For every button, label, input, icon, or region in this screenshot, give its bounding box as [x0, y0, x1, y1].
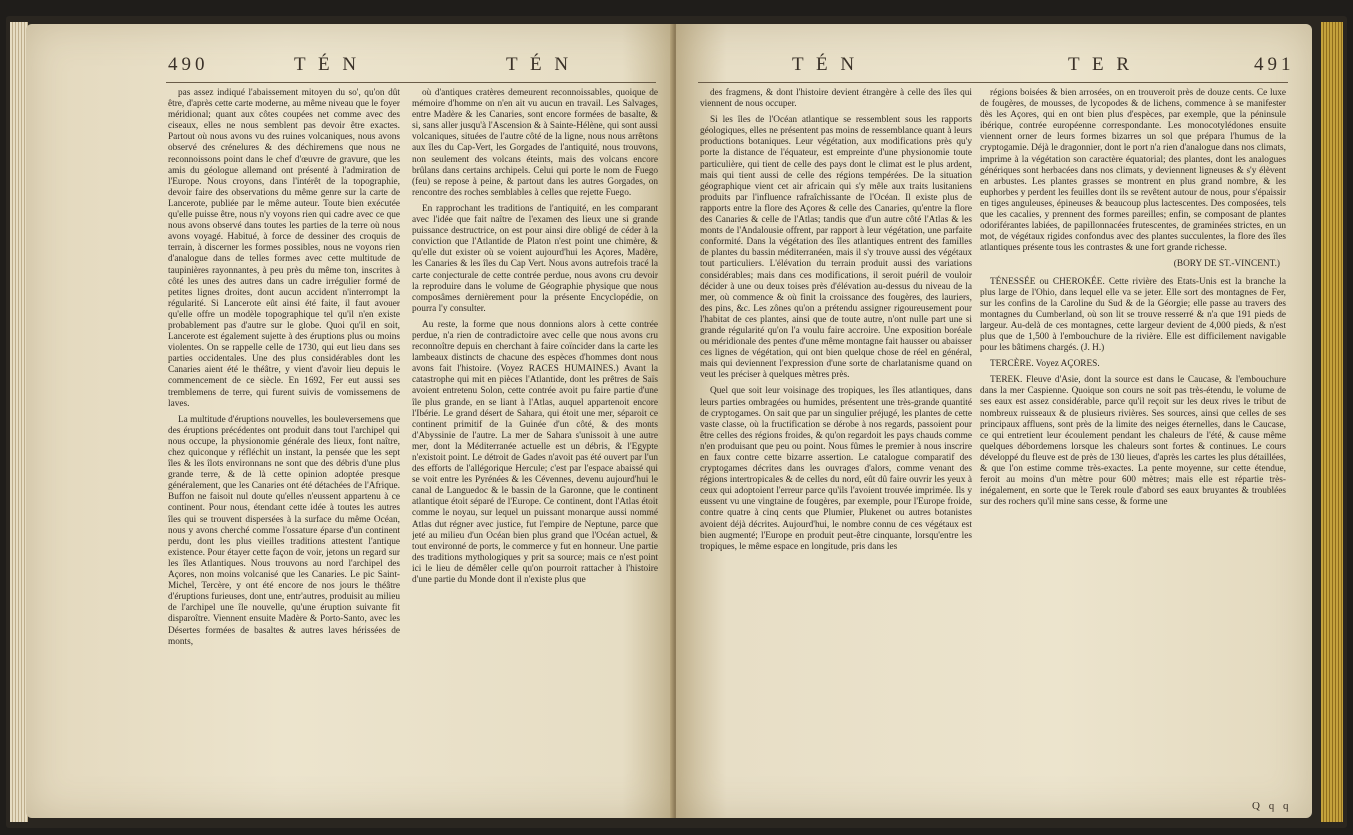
right-page-stack — [1321, 22, 1343, 822]
running-head-left-col2: T É N — [506, 54, 573, 75]
entry-tenessee: TÉNESSÉE ou CHEROKÉE. Cette rivière des Etats-Unis est la branche la plus large de l'Ohio, dans lequel elle va se jeter. Elle sort des montagnes de Fer, sur les confins de la Caroline du Sud & de la Géorgie; elle passe au travers des montagnes du Cumberland, où son lit se trouve resserré & n'a que 191 pieds de largeur. Au-delà de ces montagnes, cette largeur devient de 4,000 pieds, & n'est plus que de 1,500 à l'embouchure de la rivière. Elle est difficilement navigable pour les bâtimens chargés. (J. H.) — [980, 276, 1286, 354]
left-page-column-2 — [412, 88, 658, 796]
paragraph: régions boisées & bien arrosées, on en trouveroit près de douze cents. Ce luxe de fougères, de mousses, de lycopodes & de lichens, commence à se manifester dès les Açores, qui en ont bien plus d'espèces, par exemple, que la péninsule ibérique, contrée européenne correspondante. Les monocotylédones ensuite viennent orner de leurs formes bizarres un sol que prépara l'humus de la cryptogamie. Déjà le dragonnier, dont le port n'a rien d'analogue dans nos climats, imprime à la végétation son caractère équatorial; des plantes, dont les analogues génériques sont herbacées dans nos climats, y deviennent ligneuses & s'y élèvent en arbustes. Les plantes grasses se montrent en plus grand nombre, & les euphorbes y perdent les feuilles dont ils se revêtent autour de nous, pour s'épaissir en tiges anguleuses, épineuses & beaucoup plus lactescentes. Des composées, tels que les cacalies, y prennent des formes pareilles; enfin, se composant de plantes odoriférantes labiées, de papillonnacées frutescentes, de graminées strictes, en un mot, de végétaux rigides confondus avec des plantes succulentes, la flore des îles atlantiques présente tous les contrastes & une fort grande richesse. — [980, 88, 1286, 254]
running-head-right-col1: T É N — [792, 54, 859, 75]
paragraph: Si les îles de l'Océan atlantique se ressemblent sous les rapports géologiques, elles ne présentent pas moins de ressemblance quant à leurs productions botaniques. Leur végétation, aux modifications près qu'y porte la distance de l'équateur, est empreinte d'une physionomie toute particulière, qui tient de celle des pays dont le climat est le plus ardent, mais qui tient aussi de celle des régions tempérées. De la situation géographique vient cet air africain qui s'y mêle aux traits lusitaniens produits par l'influence rafraîchissante de l'Océan. Il existe plus de rapports entre la flore des Açores & celle des Canaries, qu'entre la flore des Canaries & celle de l'Atlas; tandis que d'un autre côté l'Atlas & les monts de l'Andalousie offrent, par rapport à leur végétation, une parfaite conformité. Dans la végétation des îles atlantiques entrent des familles de plantes du bassin méditerranéen, mais il s'y trouve aussi des végétaux tout particuliers. L'élévation du terrain produit aussi des variations considérables; mais dans ces modifications, il seroit puéril de vouloir décider à une ou deux toises près d'élévation au-dessus du niveau de la mer, où commence & où finit la croissance des fougères, des lauriers, des pins, &c. Les zônes qu'on a prétendu assigner rigoureusement pour l'habitat de ces plantes, ainsi que de toute autre, n'ont nulle part une si grande régularité qu'on l'a voulu faire accroire. Une exposition boréale ou méridionale des pentes d'une même montagne fait hausser ou abaisser ces lignes de végétation, qui ont bien quelque chose de réel en général, mais qui deviennent l'expression d'une sorte de charlatanisme quand on veut les préciser à quelques mètres près. — [700, 115, 972, 381]
signature-mark: Q q q — [1252, 800, 1292, 812]
paragraph: pas assez indiqué l'abaissement mitoyen du so', qu'on dût être, d'après cette carte moderne, au même niveau que le foyer méridional; quant aux côtes coupées net comme avec des ciseaux, elles ne nous semblent pas devoir être exactes. Partout où nous avons vu des ruines volcaniques, nous avons observé des crénelures & des déchiremens que nous ne reconnoissons point dans le chef d'œuvre de gravure, que les amis du géologue allemand ont présenté à l'admiration de l'Europe. Nous croyons, dans l'intérêt de la topographie, devoir faire des observations du même genre sur la carte de Lancerote, publiée par le même auteur. Toute bien exécutée qu'elle puisse être, nous n'y voyons rien qui cadre avec ce que nous avons observé dans toutes les parties de la terre où nous avons voyagé. Habitué, à force de dessiner des croquis de terrain, à discerner les formes possibles, nous ne voyons rien d'analogue dans de telles formes avec cette multitude de taupinières rayonnantes, à peu près du même ton, inscrites à côté les unes des autres dans un cadre irrégulier formé de petites lignes droites, dont aucun accident n'interrompt la régularité. Si Lancerote eût ainsi été faite, il faut avouer qu'elle offre un modèle topographique tel qu'il n'en existe probablement pas d'autre sur le globe. Quoi qu'il en soit, Lancerote est également sujette à des éruptions plus ou moins violentes. On se rappelle celle de 1730, qui eut lieu dans ses parties occidentales. Une des plus considérables dont les Canaries aient été le théâtre, y vient d'avoir lieu depuis le commencement de ce siècle. En 1692, Fer eut aussi ses tremblemens de terre, qui furent suivis de vomissemens de laves. — [168, 88, 400, 409]
right-page — [676, 24, 1312, 818]
left-page — [26, 24, 674, 818]
paragraph: En rapprochant les traditions de l'antiquité, en les comparant avec l'idée que fait naître de l'examen des lieux une si grande puissance destructrice, on est pour ainsi dire obligé de céder à la conviction que l'Atlantide de Platon n'est point une chimère, & qu'elle dut exister où se voient aujourd'hui les Açores, Madère, les Canaries & les îles du Cap Vert. Nous avons autrefois tracé la carte conjecturale de cette contrée perdue, nous avons cru devoir la reproduire dans le volume de Géographie physique que nous composâmes dernièrement pour la présente Encyclopédie, on pourra l'y consulter. — [412, 203, 658, 314]
running-head-left-col1: T É N — [294, 54, 361, 75]
paragraph: Quel que soit leur voisinage des tropiques, les îles atlantiques, dans leurs parties ombragées ou humides, présentent une très-grande quantité de cryptogames. On sait que par un singulier préjugé, les plantes de cette vaste classe, où la fructification se dérobe à nos regards, passoient pour être celles des régions froides, & qu'on regardoit les pays chauds comme n'en produisant que peu ou point. Nous fûmes le premier à nous inscrire en faux contre cette bizarre assertion. Le catalogue comparatif des cryptogames décrites dans les ouvrages d'alors, comme venant des régions intertropicales & de celles du nord, eût dû faire ouvrir les yeux à ceux qui adoptoient l'erreur parce qu'ils l'avoient trouvée imprimée. Ils y eussent vu une vingtaine de fougères, par exemple, pour l'Europe froide, contre quatre à cinq cents que Plumier, Plukenet ou autres botanistes avoient déjà décrites. Aujourd'hui, le nombre connu de ces végétaux est bien augmenté; l'Europe en produit peut-être cinquante, lorsqu'entre les tropiques, le même espace en longitude, pris dans les — [700, 386, 972, 552]
right-page-column-1 — [700, 88, 972, 796]
paragraph: où d'antiques cratères demeurent reconnoissables, quoique de mémoire d'homme on n'en ait vu aucun en travail. Les Salvages, entre Madère & les Canaries, sont encore formées de basalte, & si, sans aller jusqu'à l'Ascension & à Sainte-Hélène, qui sont aussi volcaniques, situées de l'autre côté de la ligne, nous nous arrêtons aux îles du Cap-Vert, les Gorgades de l'antiquité, nous trouvons, non seulement des volcans éteints, mais des volcans encore brûlans dans certains archipels. Celui qui porte le nom de Fuego (feu) se repose à peine, & partout dans les autres Gorgades, on rencontre des roches semblables à celles que rejette Fuego. — [412, 88, 658, 198]
entry-tercere: TERCÈRE. Voyez AÇORES. — [990, 359, 1100, 370]
left-page-column-1 — [168, 88, 400, 796]
head-rule-right — [698, 82, 1288, 83]
page-number-right: 491 — [1254, 54, 1295, 75]
page-number-left: 490 — [168, 54, 209, 75]
author-signature: (BORY DE ST.-VINCENT.) — [1173, 259, 1280, 270]
paragraph: La multitude d'éruptions nouvelles, les bouleversemens que des éruptions précédentes ont produit dans tout l'archipel qui nous occupe, la physionomie générale des lieux, font naître, chez quiconque y réfléchit un instant, la pensée que les sept îles & les îlots environnans ne sont que des débris d'une plus grande terre, & de là cette opinion adoptée presque généralement, que les Canaries ont été détachées de l'Afrique. Buffon ne faisoit nul doute qu'elles n'eussent appartenu à ce continent. Pour nous, étendant cette idée à toutes les autres îles qui se trouvent dispersées à la surface du même Océan, nous y avons cherché comme l'ossature éparse d'un continent perdu, dont les plus vieilles traditions attestent l'antique existence. Pour étayer cette façon de voir, jetons un regard sur les îles Atlantiques. Nous trouvons au nord l'archipel des Açores, non moins volcanisé que les Canaries. Le pic Saint-Michel, Tercère, y ont été encore de nos jours le théâtre d'éruptions furieuses, dont une, entr'autres, produisit au milieu de l'archipel une île nouvelle, qu'une éruption suivante fit disparoître. Viennent ensuite Madère & Porto-Santo, avec les Désertes formées de basaltes & autres laves hérissées de monts, — [168, 414, 400, 647]
paragraph: des fragmens, & dont l'histoire devient étrangère à celle des îles qui viennent de nous occuper. — [700, 88, 972, 110]
paragraph: Au reste, la forme que nous donnions alors à cette contrée perdue, n'a rien de contradictoire avec celle que nous avons cru reconnoître depuis en cherchant à faire coïncider dans la carte les lambeaux distincts de chacune des espèces d'hommes dont nous avons fait l'histoire. (Voyez RACES HUMAINES.) Avant la catastrophe qui mit en pièces l'Atlantide, dont les prêtres de Saïs avoient entretenu Solon, cette contrée avoit pu faire partie d'une île plus grande, en se liant à l'Atlas, auquel appartenoit encore l'Ibérie. Le grand désert de Sahara, qui étoit une mer, séparoit ce continent primitif de la Guinée d'un côté, & des monts d'Abyssinie de l'autre. La mer de Sahara s'unissoit à une autre mer, dont la Méditerranée actuelle est un débris, & l'Egypte n'existoit point. Le détroit de Gades n'avoit pas été ouvert par l'un des efforts de l'allégorique Hercule; c'est par l'espace abaissé qui se voit entre les Pyrénées & les Cévennes, devenu aujourd'hui le canal de Languedoc & le bassin de la Garonne, que le continent atlantique étoit séparé de l'Europe. Ce continent, dont l'Atlas étoit comme le noyau, sur lequel un puissant monarque aussi nommé Atlas dut régner avec justice, fut l'empire de Neptune, parce que jeté au milieu d'un Océan bien plus grand que l'Océan actuel, & tout environné de ports, le commerce y fut en honneur. Une partie des traditions mythologiques y prit sa source; mais ce n'est point ici le lieu de démêler celle qu'on pourroit rattacher à l'histoire d'une partie du Monde dont il n'existe plus que — [412, 319, 658, 586]
entry-terek: TEREK. Fleuve d'Asie, dont la source est dans le Caucase, & l'embouchure dans la mer Caspienne. Quoique son cours ne soit pas très-étendu, le volume de ses eaux est assez considérable, parce qu'il reçoit sur les deux rives le tribut de nombreux ruisseaux & de plusieurs rivières. Ses sources, ainsi que celles de ses principaux affluens, sont près de la limite des neiges éternelles, dans le Caucase, ce qui entretient leur écoulement pendant les chaleurs de l'été, & cause même quelques débordemens lorsque les chaleurs sont fortes & continues. Le cours développé du fleuve est de près de 130 lieues, d'après les cartes les plus détaillées, & que l'on estime comme très-exactes. La pente moyenne, sur cette étendue, feroit au moins d'un mètre pour 600 mètres; mais elle est répartie très-inégalement, en sorte que le Terek roule d'abord ses eaux bruyantes & troublées sur des rochers qu'il mine sans cesse, & forme une — [980, 375, 1286, 508]
head-rule-left — [166, 82, 656, 83]
running-head-right-col2: T E R — [1068, 54, 1134, 75]
right-page-column-2 — [980, 88, 1286, 796]
